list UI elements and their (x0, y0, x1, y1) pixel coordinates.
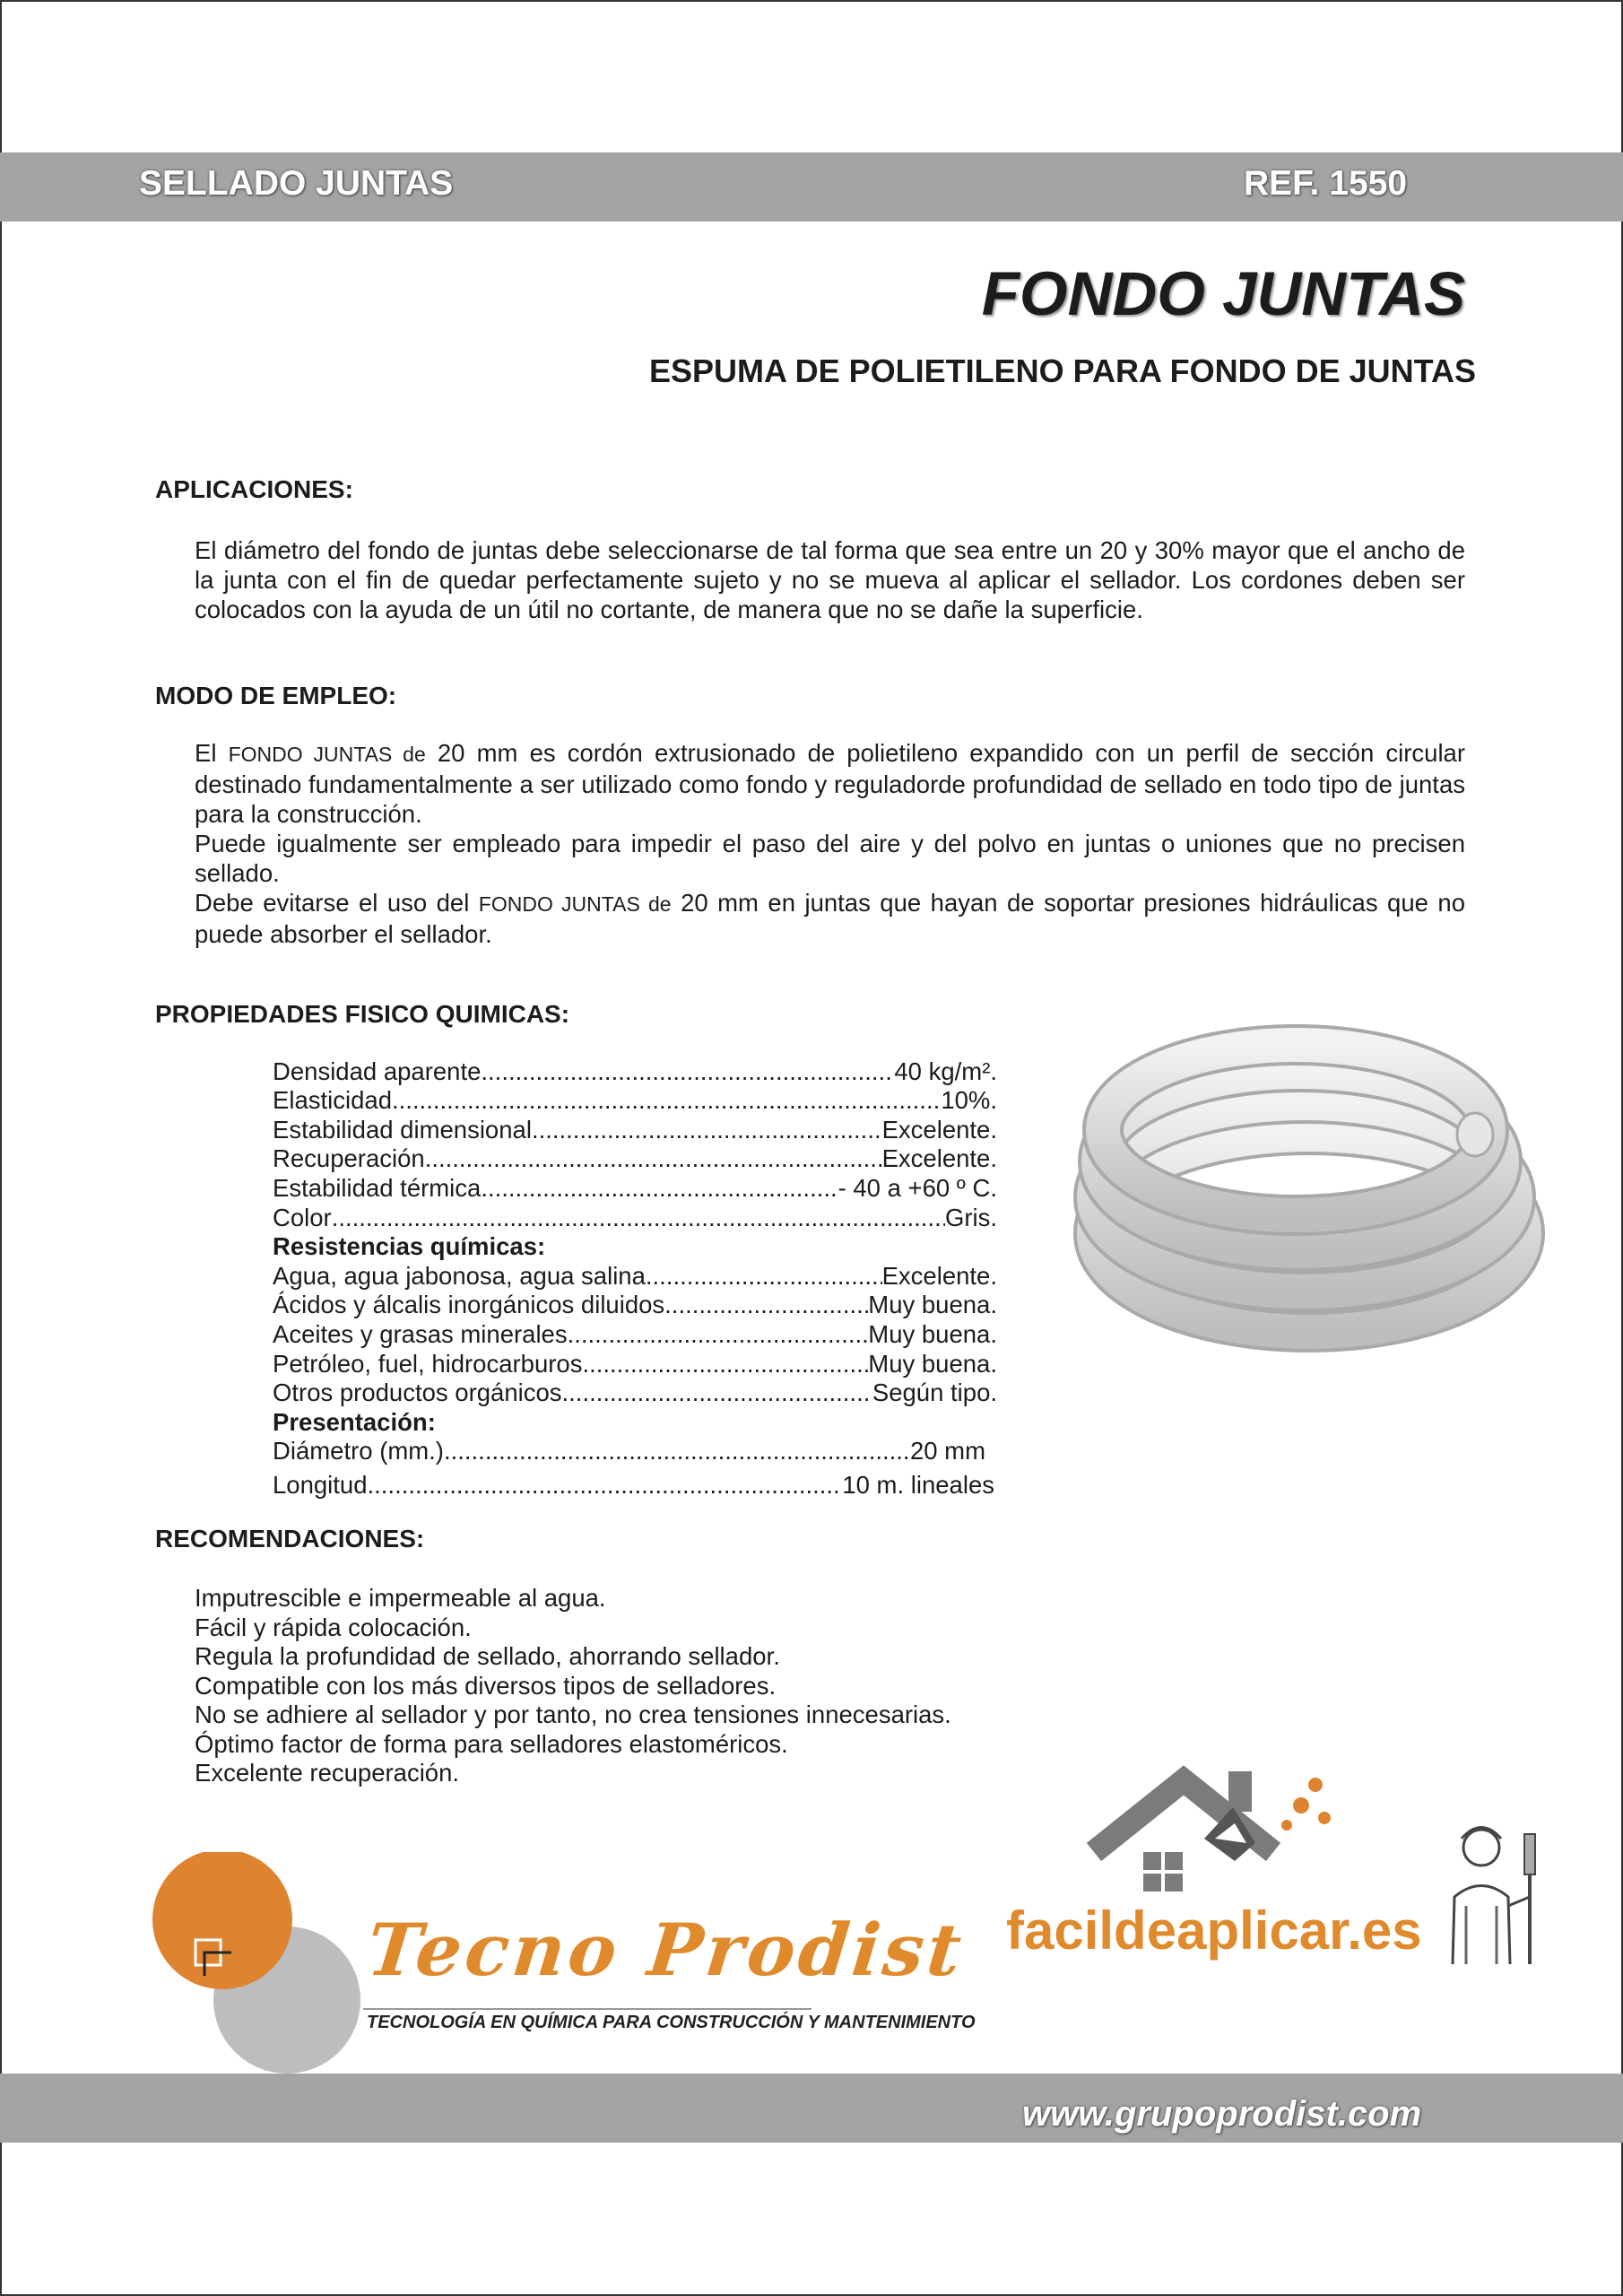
property-row: Elasticidad ..... 10%. (273, 1086, 997, 1116)
propiedades-heading: PROPIEDADES FISICO QUIMICAS: (155, 1000, 570, 1028)
category-label: SELLADO JUNTAS (139, 164, 454, 203)
resistance-row: Otros productos orgánicos ..... Según tipo. (273, 1378, 997, 1408)
modo-paragraph-1: El FONDO JUNTAS de 20 mm es cordón extrusionado de polietileno expandido con un perfil de sección circular destinado fundamentalmente a ser utilizado como fondo y reguladorde profundidad de sellado en todo tipo de juntas para la construcción. (195, 739, 1466, 828)
modo-paragraph-2: Puede igualmente ser empleado para impedir el paso del aire y del polvo en juntas o uniones que no precisen sellado. (195, 830, 1465, 887)
property-row: Densidad aparente ..... 40 kg/m². (273, 1057, 997, 1086)
resistencias-subheading: Resistencias químicas: (273, 1232, 546, 1261)
resistance-row: Ácidos y álcalis inorgánicos diluidos ..... Muy buena. (273, 1291, 997, 1320)
properties-list (273, 1057, 997, 1500)
product-title: FONDO JUNTAS (981, 259, 1465, 328)
recomendaciones-heading: RECOMENDACIONES: (155, 1525, 425, 1552)
product-name-inline: FONDO JUNTAS de (478, 892, 672, 916)
brand-tagline: TECNOLOGÍA EN QUÍMICA PARA CONSTRUCCIÓN Y MANTENIMIENTO (367, 2013, 976, 2032)
property-row: Estabilidad térmica ..... - 40 a +60 º C. (273, 1173, 997, 1203)
website-link[interactable]: www.grupoprodist.com (1022, 2094, 1422, 2134)
list-item: No se adhiere al sellador y por tanto, no crea tensiones innecesarias. (195, 1700, 951, 1728)
presentation-row: Longitud ..... 10 m. lineales (273, 1465, 994, 1500)
modo-paragraph-3: Debe evitarse el uso del FONDO JUNTAS de 20 mm en juntas que hayan de soportar presiones hidráulicas que no puede absorber el sellador. (195, 889, 1465, 948)
list-item: Compatible con los más diversos tipos de selladores. (195, 1671, 777, 1700)
presentacion-subheading: Presentación: (273, 1407, 436, 1436)
aplicaciones-text (195, 535, 1465, 624)
property-row: Color ..... Gris. (273, 1203, 997, 1232)
header-band (0, 152, 1623, 222)
brand-name: Tecno Prodist (363, 1908, 969, 1992)
modo-heading: MODO DE EMPLEO: (155, 682, 397, 709)
resistance-row: Petróleo, fuel, hidrocarburos ..... Muy buena. (273, 1349, 997, 1378)
property-row: Estabilidad dimensional ..... Excelente. (273, 1115, 997, 1144)
aplicaciones-heading: APLICACIONES: (155, 475, 353, 503)
list-item: Óptimo factor de forma para selladores elastoméricos. (195, 1729, 788, 1758)
resistance-row: Agua, agua jabonosa, agua salina ..... Excelente. (273, 1261, 997, 1291)
list-item: Imputrescible e impermeable al agua. (195, 1584, 606, 1612)
painter-figure-icon (1426, 1816, 1560, 1969)
property-row: Recuperación ..... Excelente. (273, 1144, 997, 1174)
resistance-row: Aceites y grasas minerales. ..... Muy buena. (273, 1319, 997, 1349)
product-name-inline: FONDO JUNTAS de (228, 743, 426, 766)
aplicaciones-paragraph: El diámetro del fondo de juntas debe seleccionarse de tal forma que sea entre un 20 y 30% mayor que el ancho de la junta con el fin de quedar perfectamente sujeto y no se mueva al aplicar el sellador. Los cordones deben ser colocados con la ayuda de un útil no cortante, de manera que no se dañe la superficie. (195, 536, 1465, 623)
partner-brand-name: facildeaplicar.es (1006, 1900, 1422, 1961)
list-item: Regula la profundidad de sellado, ahorrando sellador. (195, 1642, 780, 1670)
list-item: Excelente recuperación. (195, 1759, 460, 1787)
recommendations-list (195, 1584, 951, 1788)
foam-cord-coil-image (1067, 1018, 1551, 1368)
reference-number: REF. 1550 (1244, 164, 1408, 203)
list-item: Fácil y rápida colocación. (195, 1613, 472, 1641)
presentation-row: Diámetro (mm.). ..... 20 mm (273, 1437, 985, 1466)
modo-text (195, 738, 1465, 949)
product-subtitle: ESPUMA DE POLIETILENO PARA FONDO DE JUNTAS (648, 352, 1476, 389)
